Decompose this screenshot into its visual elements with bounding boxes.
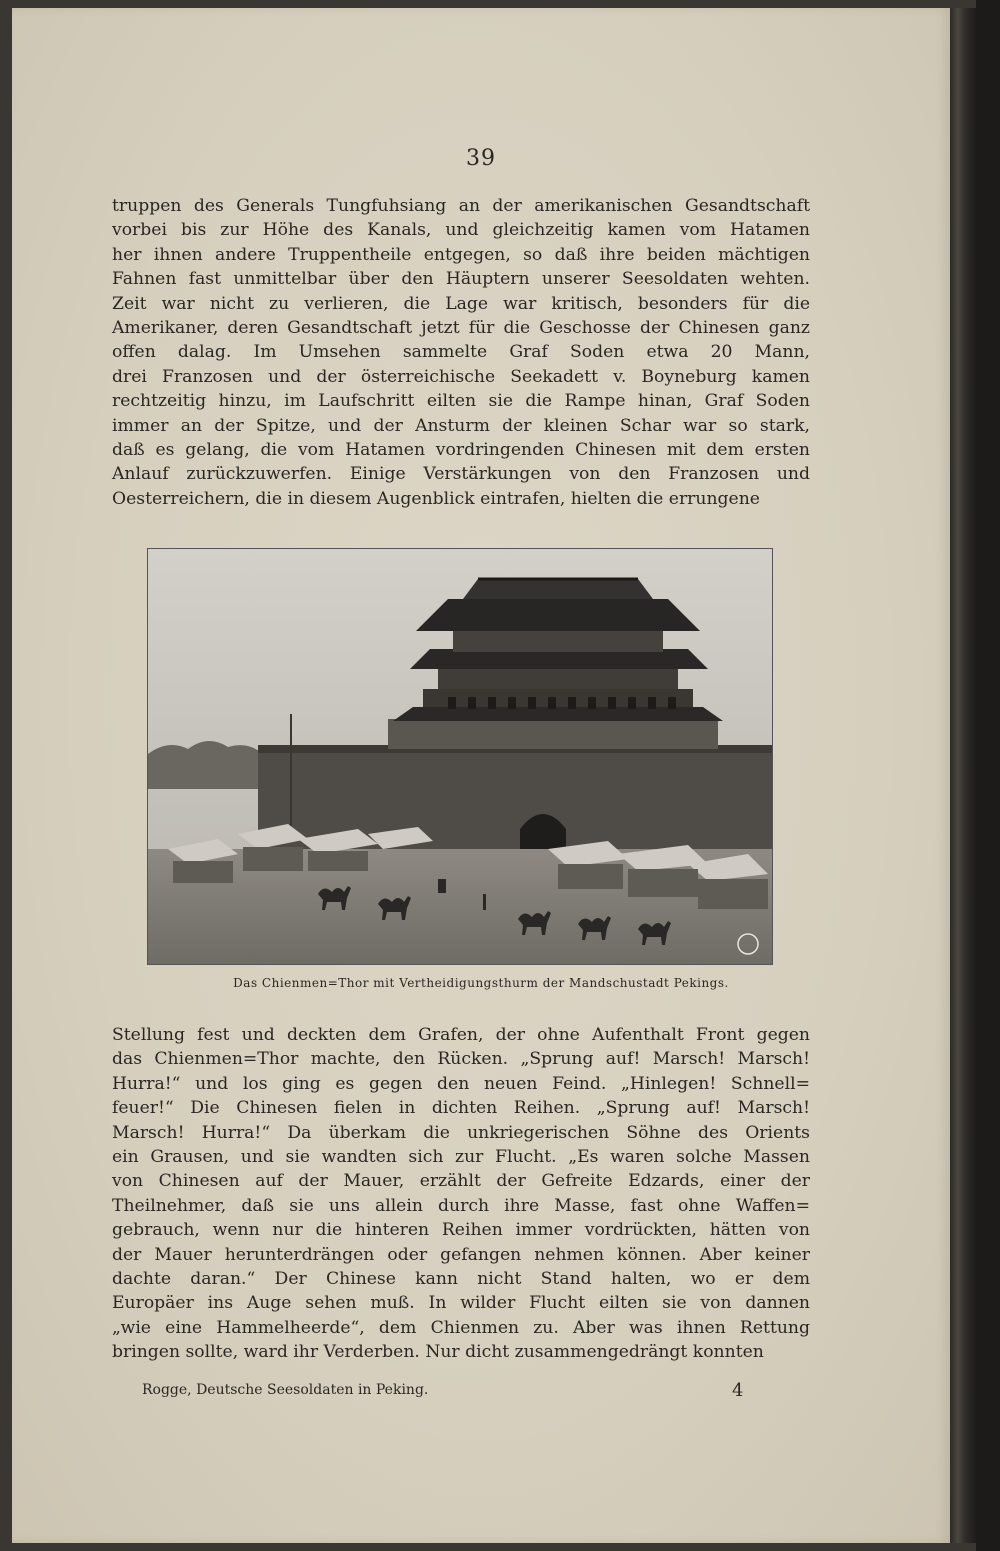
text-line: immer an der Spitze, und der Ansturm der kleinen Schar war so stark, <box>112 415 810 436</box>
text-line: „wie eine Hammelheerde“, dem Chienmen zu. Aber was ihnen Rettung <box>112 1317 810 1338</box>
text-line: gebrauch, wenn nur die hinteren Reihen immer vordrückten, hätten von <box>112 1220 810 1241</box>
text-line: Theilnehmer, daß sie uns allein durch ihre Masse, fast ohne Waffen= <box>112 1195 810 1216</box>
text-line: Zeit war nicht zu verlieren, die Lage war kritisch, besonders für die <box>112 293 810 314</box>
text-line: truppen des Generals Tungfuhsiang an der amerikanischen Gesandtschaft <box>112 196 810 216</box>
text-line: Fahnen fast unmittelbar über den Häuptern unserer Seesoldaten wehten. <box>112 269 810 290</box>
footer <box>142 1380 842 1401</box>
signature-mark: 4 <box>732 1380 744 1401</box>
text-line: Anlauf zurückzuwerfen. Einige Verstärkungen von den Franzosen und <box>112 464 810 485</box>
page-number: 39 <box>466 146 496 171</box>
text-line: her ihnen andere Truppentheile entgegen, so daß ihre beiden mächtigen <box>112 244 810 265</box>
book-page <box>12 8 950 1543</box>
text-line: ein Grausen, und sie wandten sich zur Flucht. „Es waren solche Massen <box>112 1147 810 1168</box>
text-line: feuer!“ Die Chinesen fielen in dichten Reihen. „Sprung auf! Marsch! <box>112 1098 810 1119</box>
text-line: dachte daran.“ Der Chinese kann nicht Stand halten, wo er dem <box>112 1269 810 1290</box>
text-line: Amerikaner, deren Gesandtschaft jetzt für die Geschosse der Chinesen ganz <box>112 318 810 339</box>
gate-photo-illustration <box>148 549 772 964</box>
text-line: drei Franzosen und der österreichische Seekadett v. Boyneburg kamen <box>112 366 810 387</box>
figure-caption: Das Chienmen=Thor mit Vertheidigungsthurm der Mandschustadt Pekings. <box>233 976 729 990</box>
text-line: der Mauer herunterdrängen oder gefangen nehmen können. Aber keiner <box>112 1244 810 1265</box>
text-line: Marsch! Hurra!“ Da überkam die unkriegerischen Söhne des Orients <box>112 1122 810 1143</box>
text-line: rechtzeitig hinzu, im Laufschritt eilten sie die Rampe hinan, Graf Soden <box>112 391 810 412</box>
text-line: Stellung fest und deckten dem Grafen, der ohne Aufenthalt Front gegen <box>112 1025 810 1045</box>
book-cover <box>976 0 1000 1551</box>
text-line: daß es gelang, die vom Hatamen vordringenden Chinesen mit dem ersten <box>112 440 810 461</box>
text-line: das Chienmen=Thor machte, den Rücken. „Sprung auf! Marsch! Marsch! <box>112 1049 810 1070</box>
text-line: Oesterreichern, die in diesem Augenblick eintrafen, hielten die errungene <box>112 488 760 509</box>
text-line: offen dalag. Im Umsehen sammelte Graf Soden etwa 20 Mann, <box>112 342 810 363</box>
photo-chienmen-gate <box>147 548 773 965</box>
paragraph-top <box>112 194 810 511</box>
text-line: bringen sollte, ward ihr Verderben. Nur dicht zusammengedrängt konnten <box>112 1342 764 1363</box>
paragraph-bottom <box>112 1023 810 1365</box>
text-line: von Chinesen auf der Mauer, erzählt der Gefreite Edzards, einer der <box>112 1171 810 1192</box>
footer-title: Rogge, Deutsche Seesoldaten in Peking. <box>142 1382 429 1398</box>
text-line: vorbei bis zur Höhe des Kanals, und gleichzeitig kamen vom Hatamen <box>112 220 810 241</box>
text-line: Europäer ins Auge sehen muß. In wilder Flucht eilten sie von dannen <box>112 1293 810 1314</box>
page-stack-edge <box>950 8 976 1543</box>
text-line: Hurra!“ und los ging es gegen den neuen Feind. „Hinlegen! Schnell= <box>112 1073 810 1094</box>
